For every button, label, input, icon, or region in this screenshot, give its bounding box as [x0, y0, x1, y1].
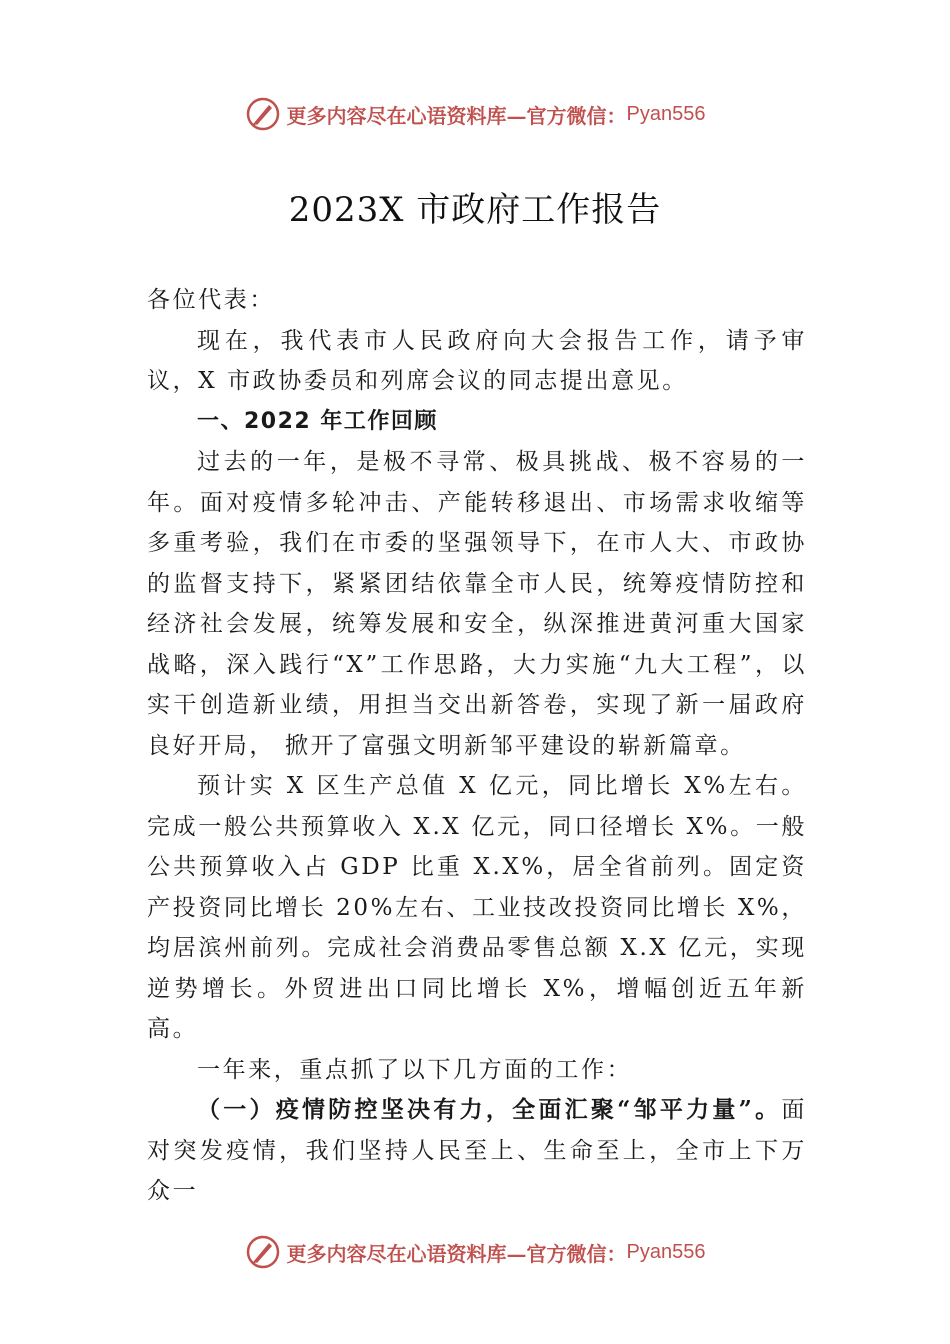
- subsection-heading: （一）疫情防控坚决有力，全面汇聚“邹平力量”。: [197, 1096, 782, 1123]
- document-title: 2023X 市政府工作报告: [288, 190, 662, 230]
- banner-text: 更多内容尽在心语资料库—官方微信：: [286, 1241, 627, 1266]
- header-banner: [0, 94, 950, 134]
- banner-wechat-id: Pyan556: [626, 1240, 706, 1263]
- salutation: 各位代表：: [147, 287, 275, 313]
- subsection-paragraph: [147, 1090, 807, 1212]
- banner-text: 更多内容尽在心语资料库—官方微信：: [286, 103, 627, 128]
- subsection-text: 面对突发疫情，我们坚持人民至上、生命至上，全市上下万众一: [147, 1097, 807, 1204]
- body-paragraph: 一年来，重点抓了以下几方面的工作：: [197, 1056, 633, 1083]
- document-body: [147, 280, 807, 1212]
- banner-wechat-id: Pyan556: [626, 102, 706, 125]
- section-heading: 一、2022 年工作回顾: [197, 408, 438, 434]
- body-paragraph: 预计实 X 区生产总值 X 亿元，同比增长 X%左右。完成一般公共预算收入 X.X 亿元，同口径增长 X%。一般公共预算收入占 GDP 比重 X.X%，居全省前列。固定资产投资同比增长 20%左右、工业技改投资同比增长 X%，均居滨州前列。完成社会消费品零售总额 X.X 亿元，实现逆势增长。外贸进出口同比增长 X%，增幅创近五年新高。: [147, 773, 807, 1042]
- footer-banner: [0, 1232, 950, 1272]
- brush-logo-icon: [245, 96, 281, 132]
- body-paragraph: 过去的一年，是极不寻常、极具挑战、极不容易的一年。面对疫情多轮冲击、产能转移退出、市场需求收缩等多重考验，我们在市委的坚强领导下，在市人大、市政协的监督支持下，紧紧团结依靠全市人民，统筹疫情防控和经济社会发展，统筹发展和安全，纵深推进黄河重大国家战略，深入践行“X”工作思路，大力实施“九大工程”，以实干创造新业绩，用担当交出新答卷，实现了新一届政府良好开局， 掀开了富强文明新邹平建设的崭新篇章。: [147, 449, 807, 759]
- brush-logo-icon: [245, 1234, 281, 1270]
- intro-paragraph: 现在，我代表市人民政府向大会报告工作，请予审议，X 市政协委员和列席会议的同志提出意见。: [147, 327, 807, 394]
